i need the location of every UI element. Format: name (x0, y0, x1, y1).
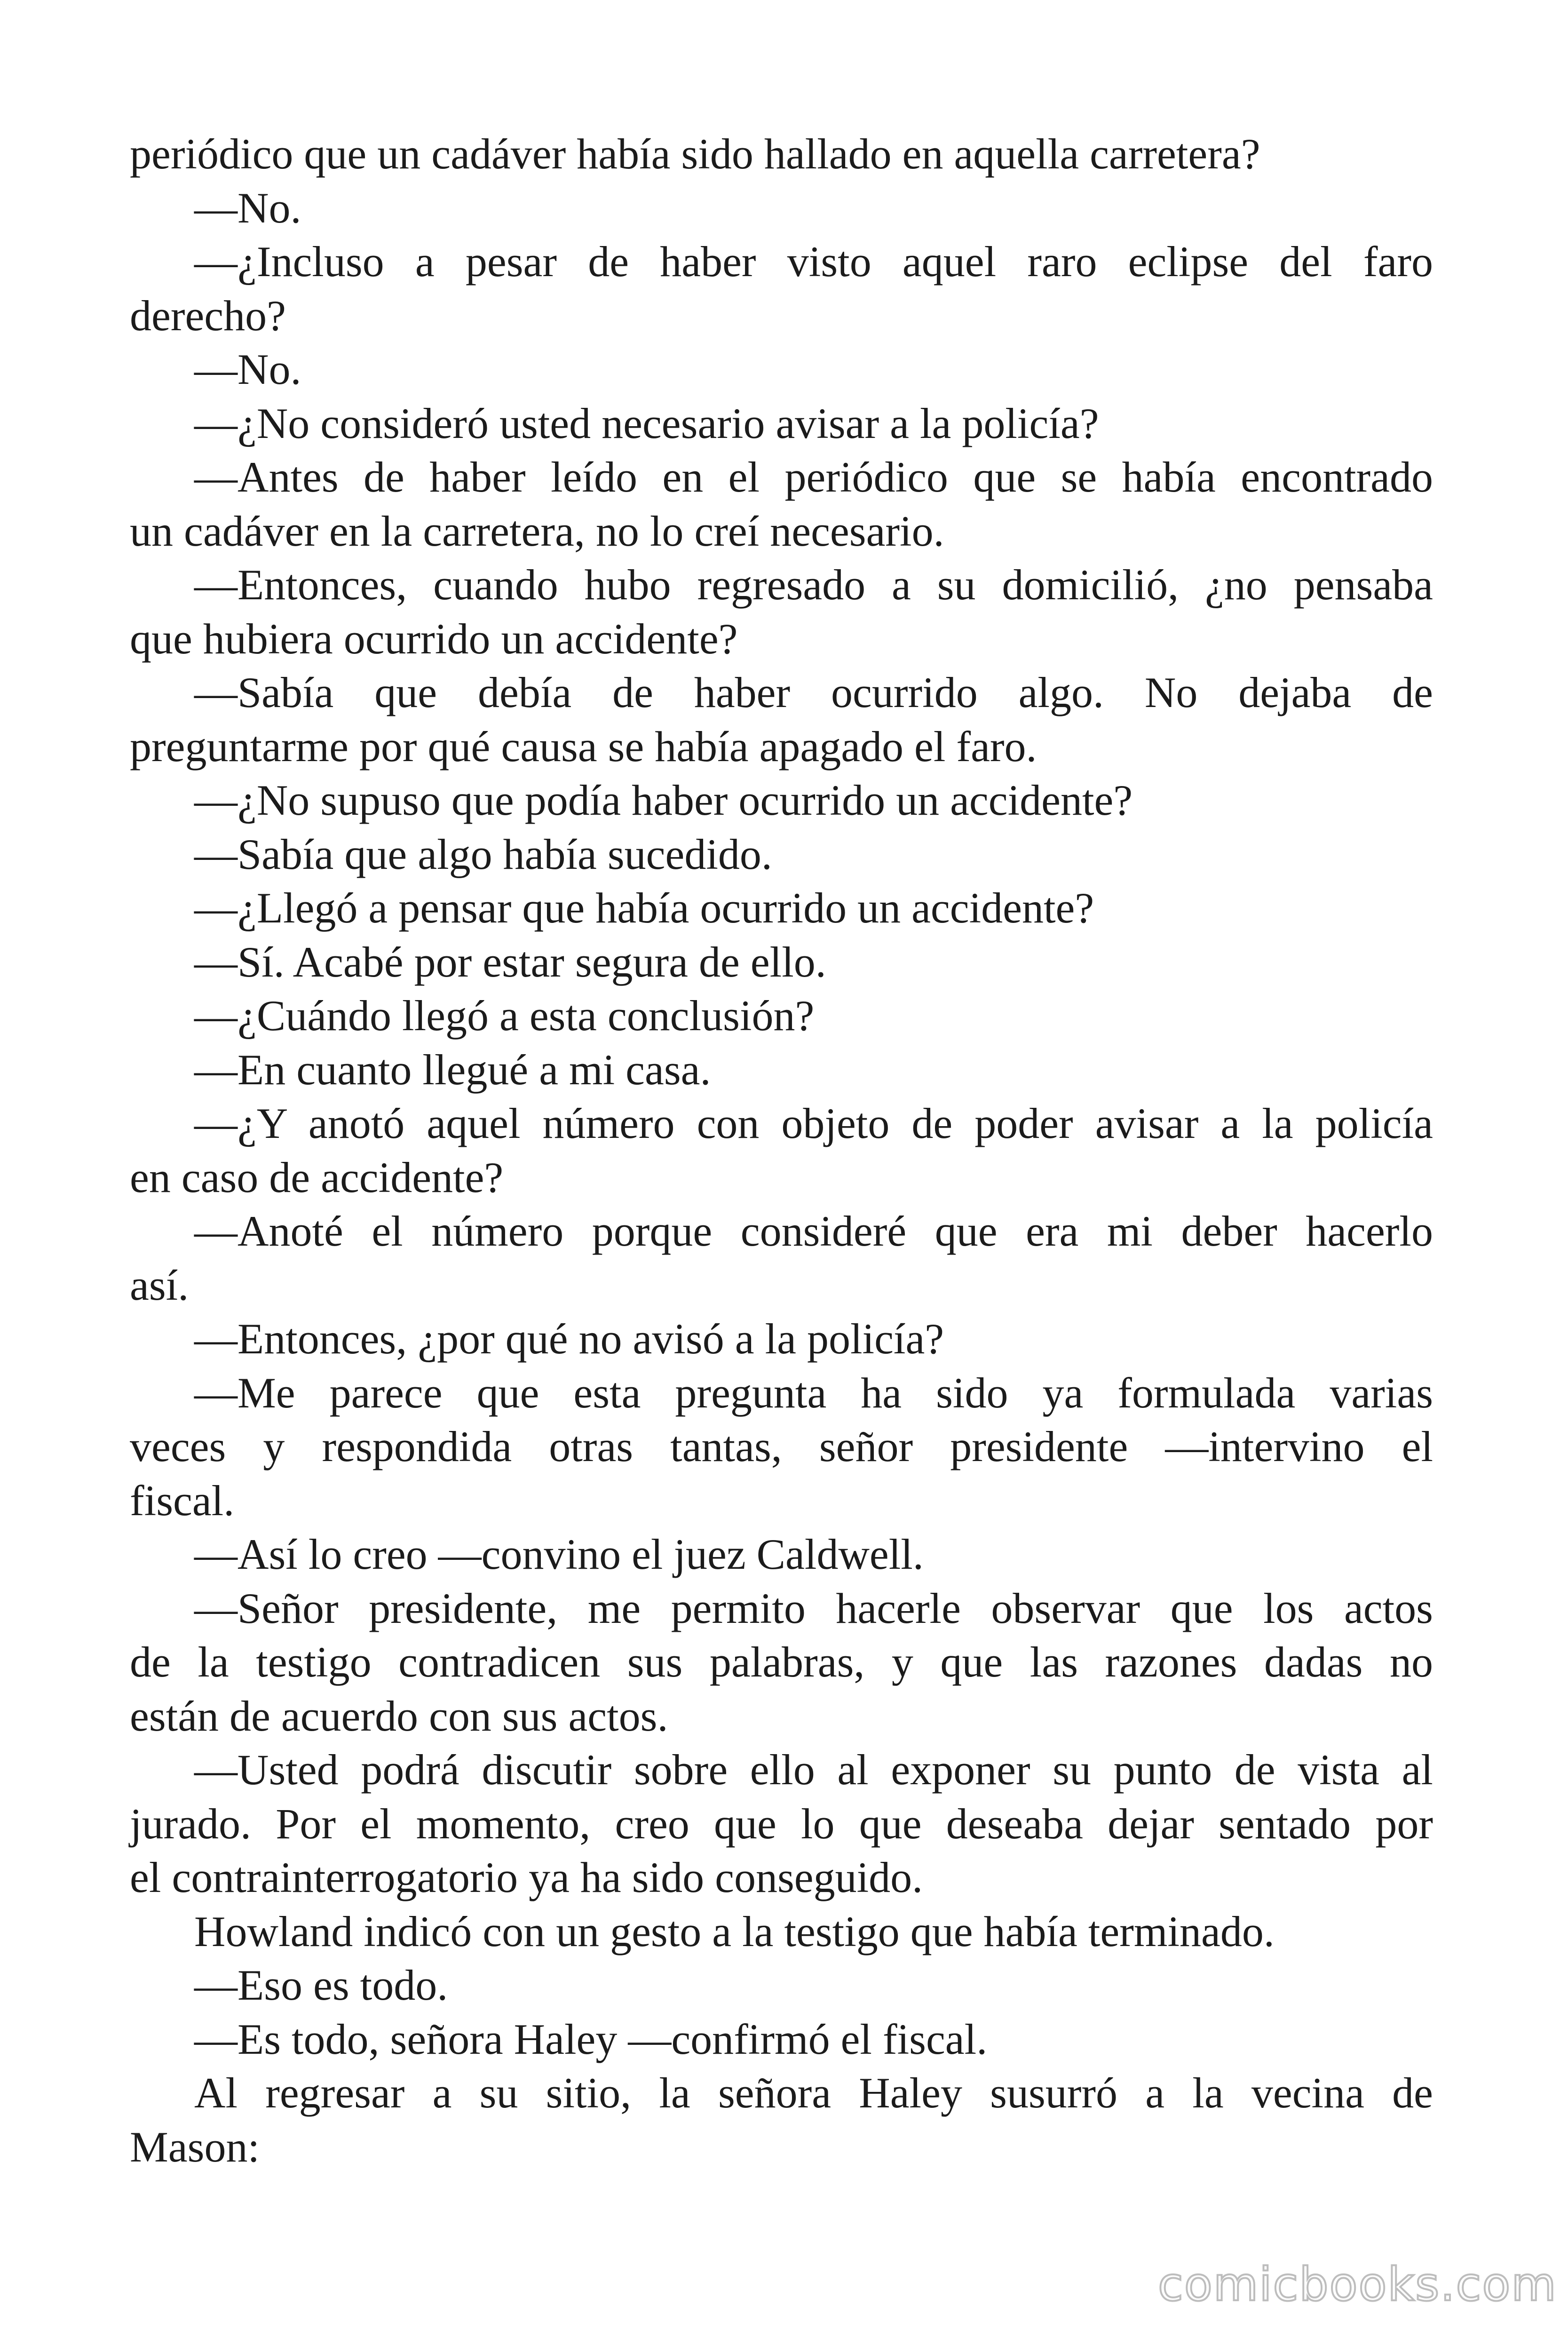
text-line: —Antes de haber leído en el periódico que se había encontrado (194, 453, 1433, 501)
text-line: —Usted podrá discutir sobre ello al exponer su punto de vista al (194, 1746, 1433, 1794)
text-line: el contrainterrogatorio ya ha sido conseguido. (130, 1853, 923, 1901)
text-line: —No. (194, 345, 301, 393)
book-page-text (130, 127, 1433, 2174)
text-line: —Eso es todo. (194, 1961, 448, 2009)
text-line: en caso de accidente? (130, 1153, 504, 1201)
text-line: Al regresar a su sitio, la señora Haley susurró a la vecina de (194, 2069, 1433, 2117)
text-line: —Señor presidente, me permito hacerle observar que los actos (194, 1584, 1433, 1632)
watermark: comicbooks.com (1158, 2258, 1557, 2312)
text-line: —No. (194, 183, 301, 232)
text-line: fiscal. (130, 1476, 235, 1525)
text-line: un cadáver en la carretera, no lo creí necesario. (130, 507, 944, 555)
text-line: que hubiera ocurrido un accidente? (130, 614, 738, 663)
text-line: —¿Y anotó aquel número con objeto de poder avisar a la policía (194, 1099, 1433, 1147)
text-line: derecho? (130, 291, 286, 340)
text-line: —Entonces, ¿por qué no avisó a la policía? (194, 1315, 944, 1363)
text-line: Mason: (130, 2122, 260, 2171)
text-line: —Así lo creo —convino el juez Caldwell. (194, 1530, 924, 1578)
text-line: —En cuanto llegué a mi casa. (194, 1045, 711, 1094)
text-line: periódico que un cadáver había sido hallado en aquella carretera? (130, 130, 1260, 178)
text-line: —Sabía que debía de haber ocurrido algo. No dejaba de (194, 668, 1433, 716)
text-line: de la testigo contradicen sus palabras, y que las razones dadas no (130, 1638, 1433, 1686)
text-line: —¿Llegó a pensar que había ocurrido un accidente? (194, 884, 1094, 932)
text-line: —¿Incluso a pesar de haber visto aquel raro eclipse del faro (194, 238, 1433, 286)
text-line: —Anoté el número porque consideré que era mi deber hacerlo (194, 1207, 1433, 1255)
text-line: jurado. Por el momento, creo que lo que deseaba dejar sentado por (130, 1799, 1433, 1848)
text-line: preguntarme por qué causa se había apagado el faro. (130, 722, 1037, 771)
text-line: así. (130, 1261, 189, 1309)
text-line: —¿Cuándo llegó a esta conclusión? (194, 992, 815, 1040)
text-line: están de acuerdo con sus actos. (130, 1692, 668, 1740)
text-line: —Me parece que esta pregunta ha sido ya formulada varias (194, 1368, 1433, 1417)
text-line: —Sí. Acabé por estar segura de ello. (194, 938, 826, 986)
text-line: Howland indicó con un gesto a la testigo que había terminado. (194, 1907, 1275, 1955)
text-line: —¿No supuso que podía haber ocurrido un accidente? (194, 776, 1133, 824)
text-line: veces y respondida otras tantas, señor presidente —intervino el (130, 1422, 1433, 1470)
text-line: —Entonces, cuando hubo regresado a su domicilió, ¿no pensaba (194, 561, 1433, 609)
text-line: —¿No consideró usted necesario avisar a la policía? (194, 399, 1099, 447)
text-line: —Sabía que algo había sucedido. (194, 830, 772, 878)
text-line: —Es todo, señora Haley —confirmó el fiscal. (194, 2015, 988, 2063)
